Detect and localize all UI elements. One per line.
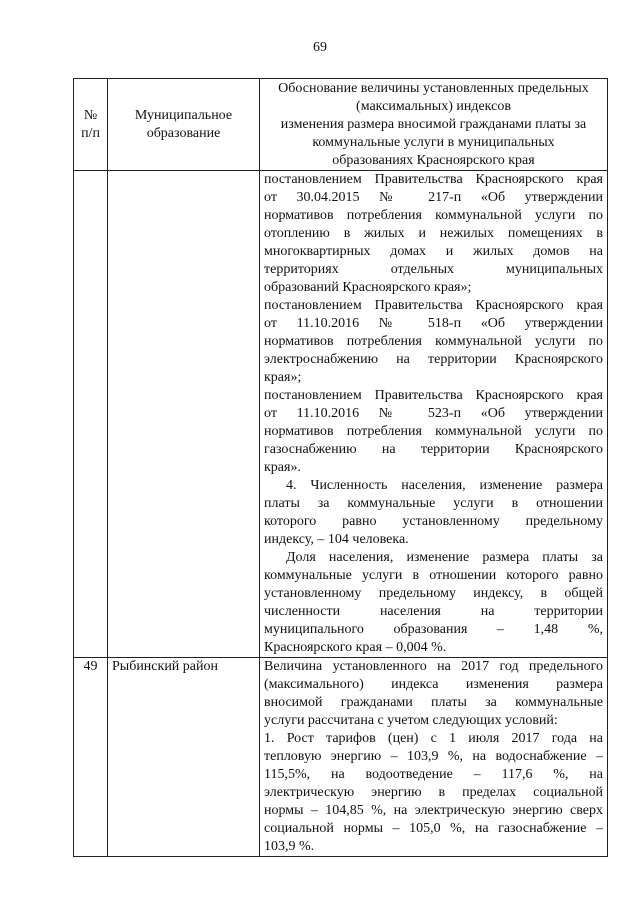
text-line: отоплению в жилых и нежилых помещениях в [264, 226, 603, 241]
header-municipality-line: Муниципальное [134, 107, 233, 123]
text-line: многоквартирных домах и жилых домов на [264, 244, 603, 259]
text-line: территориях отдельных муниципальных [264, 262, 603, 277]
header-number-line: п/п [81, 125, 100, 141]
table-row [74, 171, 608, 658]
text-line: газоснабжению на территории Красноярского [264, 442, 603, 457]
header-justification-line: коммунальные услуги в муниципальных [312, 134, 555, 150]
text-line: 4. Численность населения, изменение размера [286, 478, 603, 493]
text-line: 1. Рост тарифов (цен) с 1 июля 2017 года на [264, 731, 603, 746]
row-number [74, 171, 108, 658]
text-line: Величина установленного на 2017 год предельного [264, 659, 603, 674]
text-line: края». [264, 460, 301, 475]
row-justification [260, 658, 608, 857]
text-line: Доля населения, изменение размера платы за [286, 550, 603, 565]
header-number-line: № [83, 107, 98, 123]
header-justification-line: Обоснование величины установленных предельных [278, 80, 589, 96]
text-line: индексу, – 104 человека. [264, 532, 409, 547]
text-line: образований Красноярского края»; [264, 280, 472, 295]
header-municipality [108, 79, 260, 171]
text-line: вносимой гражданами платы за коммунальные [264, 695, 603, 710]
text-line: 115,5%, на водоотведение – 117,6 %, на [264, 767, 603, 782]
text-line: от 11.10.2016 № 523-п «Об утверждении [264, 406, 603, 421]
text-line: нормативов потребления коммунальной услуги по [264, 334, 603, 349]
row-justification [260, 171, 608, 658]
text-line: (максимального) индекса изменения размера [264, 677, 603, 692]
header-justification-line: изменения размера вносимой гражданами платы за [280, 116, 587, 132]
text-line: установленному предельному индексу, в общей [264, 586, 603, 601]
text-line: социальной нормы – 105,0 %, на газоснабжение – [264, 821, 603, 836]
text-line: нормативов потребления коммунальной услуги по [264, 424, 603, 439]
indices-table [73, 78, 608, 857]
text-line: платы за коммунальные услуги в отношении [264, 496, 603, 511]
text-line: муниципального образования – 1,48 %, [264, 622, 603, 637]
text-line: постановлением Правительства Красноярского края [264, 172, 603, 187]
text-line: 103,9 %. [264, 839, 315, 854]
text-line: численности населения на территории [264, 604, 603, 619]
text-line: услуги рассчитана с учетом следующих условий: [264, 713, 558, 728]
row-municipality [108, 171, 260, 658]
text-line: коммунальные услуги в отношении которого равно [264, 568, 603, 583]
header-number [74, 79, 108, 171]
text-line: электроснабжению на территории Красноярского [264, 352, 603, 367]
row-municipality: Рыбинский район [108, 658, 260, 857]
text-line: от 30.04.2015 № 217-п «Об утверждении [264, 190, 603, 205]
text-line: Красноярского края – 0,004 %. [264, 640, 447, 655]
header-justification [260, 79, 608, 171]
header-municipality-line: образование [146, 125, 221, 141]
text-line: нормативов потребления коммунальной услуги по [264, 208, 603, 223]
header-justification-line: образованиях Красноярского края [332, 152, 535, 168]
text-line: электрическую энергию в пределах социальной [264, 785, 603, 800]
table-header-row [74, 79, 608, 171]
text-line: от 11.10.2016 № 518-п «Об утверждении [264, 316, 603, 331]
text-line: нормы – 104,85 %, на электрическую энергию сверх [264, 803, 603, 818]
text-line: постановлением Правительства Красноярского края [264, 298, 603, 313]
text-line: постановлением Правительства Красноярского края [264, 388, 603, 403]
text-line: края»; [264, 370, 302, 385]
table-row [74, 658, 608, 857]
header-justification-line: (максимальных) индексов [356, 98, 511, 114]
page-number: 69 [313, 40, 327, 55]
row-number: 49 [74, 658, 108, 857]
text-line: которого равно установленному предельному [264, 514, 603, 529]
text-line: тепловую энергию – 103,9 %, на водоснабжение – [264, 749, 603, 764]
